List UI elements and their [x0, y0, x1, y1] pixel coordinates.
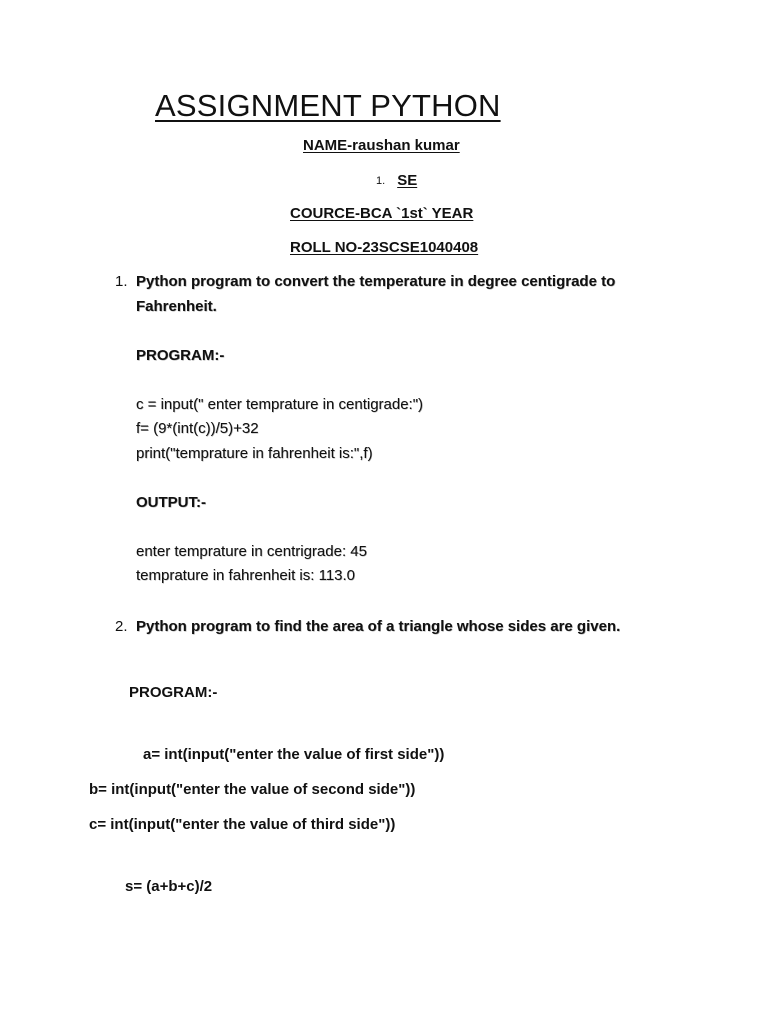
section-line — [376, 172, 417, 189]
question-1-text-line1: Python program to convert the temperature in degree centigrade to — [136, 273, 616, 290]
question-1-text-line2: Fahrenheit. — [136, 298, 217, 315]
question-2-code-line-1: a= int(input("enter the value of first side")) — [143, 746, 445, 763]
question-2-code-line-4: s= (a+b+c)/2 — [125, 878, 213, 895]
question-1-output-line-1: enter temprature in centrigrade: 45 — [136, 543, 367, 560]
roll-number-line: ROLL NO-23SCSE1040408 — [290, 239, 479, 256]
question-1-number: 1. — [115, 273, 128, 290]
question-1-code-line-3: print("temprature in fahrenheit is:",f) — [136, 445, 373, 462]
student-name: NAME-raushan kumar — [303, 137, 460, 154]
course-line: COURCE-BCA `1st` YEAR — [290, 205, 474, 222]
question-1-output-label: OUTPUT:- — [136, 494, 206, 511]
question-2-code-line-3: c= int(input("enter the value of third side")) — [89, 816, 396, 833]
question-1-code-line-1: c = input(" enter temprature in centigrade:") — [136, 396, 424, 413]
question-2-number: 2. — [115, 618, 128, 635]
question-2-text: Python program to find the area of a triangle whose sides are given. — [136, 618, 621, 635]
question-1-program-label: PROGRAM:- — [136, 347, 225, 364]
section-number: 1. — [376, 175, 386, 187]
page-title: ASSIGNMENT PYTHON — [155, 88, 501, 123]
question-2-code-line-2: b= int(input("enter the value of second side")) — [89, 781, 416, 798]
section-value: SE — [397, 172, 418, 189]
question-1-code-line-2: f= (9*(int(c))/5)+32 — [136, 420, 259, 437]
question-2-program-label: PROGRAM:- — [129, 684, 218, 701]
question-1-output-line-2: temprature in fahrenheit is: 113.0 — [136, 567, 356, 584]
